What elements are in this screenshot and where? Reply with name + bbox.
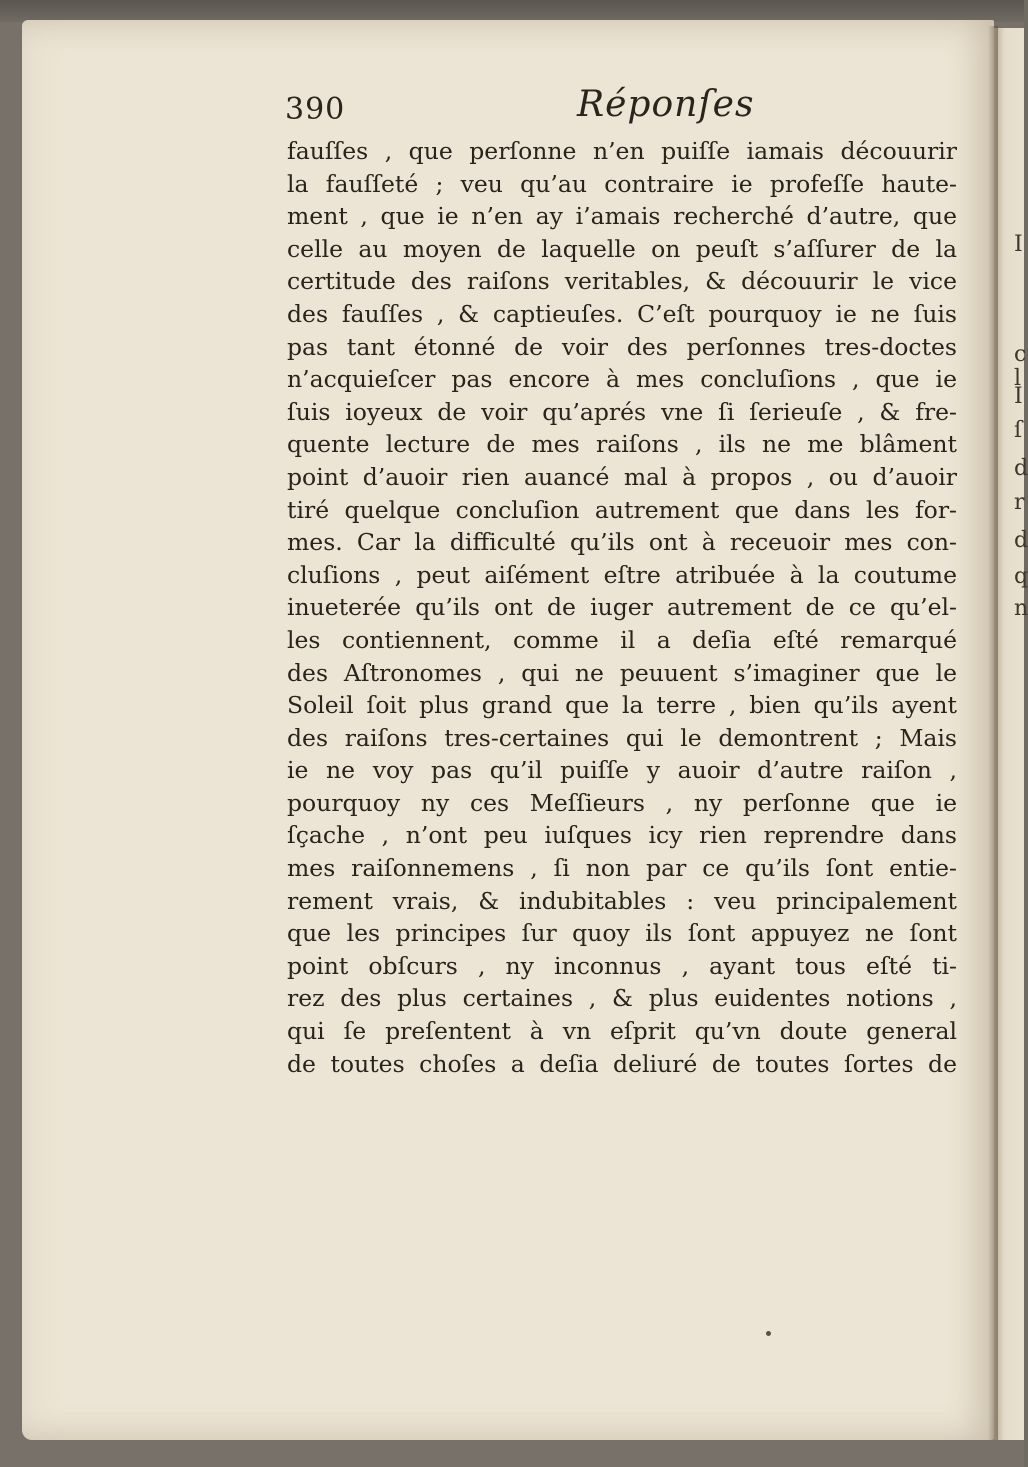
text-line: certitude des raiſons veritables, & découurir le vice <box>287 267 957 296</box>
text-line: point obſcurs , ny inconnus , ayant tous eſté ti- <box>287 951 957 980</box>
facing-page-fragment: r <box>1014 490 1025 515</box>
text-line: quente lecture de mes raiſons , ils ne me blâment <box>287 430 957 459</box>
text-line: inueterée qu’ils ont de iuger autrement de ce qu’el- <box>287 593 957 622</box>
scan-backdrop <box>0 0 1024 22</box>
text-line: n’acquieſcer pas encore à mes concluſions , que ie <box>287 365 957 394</box>
text-line: la fauſſeté ; veu qu’au contraire ie profeſſe haute- <box>287 169 957 198</box>
facing-page-fragment: l <box>1014 366 1022 391</box>
gutter-shadow <box>988 26 998 1440</box>
text-line: pourquoy ny ces Meſſieurs , ny perſonne que ie <box>287 788 957 817</box>
text-line: des raiſons tres-certaines qui le demontrent ; Mais <box>287 723 957 752</box>
text-line: mes raiſonnemens , ſi non par ce qu’ils ſont entie- <box>287 854 957 883</box>
facing-page-fragment: n <box>1014 596 1028 621</box>
facing-page-fragment: c <box>1014 342 1027 367</box>
body-text <box>287 135 957 1080</box>
text-line: rement vrais, & indubitables : veu principalement <box>287 886 957 915</box>
running-head <box>285 80 765 140</box>
text-line: point d’auoir rien auancé mal à propos , ou d’auoir <box>287 462 957 491</box>
text-line: fauſſes , que perſonne n’en puiſſe iamais découurir <box>287 137 957 165</box>
facing-page-fragment: d <box>1014 528 1028 553</box>
text-line: celle au moyen de laquelle on peuſt s’aſſurer de la <box>287 234 957 263</box>
text-line: ie ne voy pas qu’il puiſſe y auoir d’autre raiſon , <box>287 756 957 785</box>
text-line: ſçache , n’ont peu iuſques icy rien reprendre dans <box>287 821 957 850</box>
facing-page-fragment: ſ <box>1014 418 1023 443</box>
text-line: ment , que ie n’en ay i’amais recherché d’autre, que <box>287 202 957 231</box>
text-line: qui ſe preſentent à vn eſprit qu’vn doute general <box>287 1017 957 1046</box>
facing-page-fragment: d <box>1014 456 1028 481</box>
text-line: mes. Car la difficulté qu’ils ont à receuoir mes con- <box>287 528 957 557</box>
text-line: rez des plus certaines , & plus euidentes notions , <box>287 984 957 1013</box>
text-line: cluſions , peut aiſément eſtre atribuée à la coutume <box>287 560 957 589</box>
facing-page-fragment: I <box>1014 232 1023 257</box>
running-title: Réponſes <box>577 84 755 125</box>
text-line: pas tant étonné de voir des perſonnes tres-doctes <box>287 332 957 361</box>
facing-page-fragment: I <box>1014 384 1023 409</box>
text-line: ſuis ioyeux de voir qu’aprés vne ſi ſerieuſe , & fre- <box>287 397 957 426</box>
ink-speck <box>766 1331 771 1336</box>
page-number: 390 <box>285 92 346 127</box>
facing-page-fragment: q <box>1014 564 1028 589</box>
text-line: les contiennent, comme il a deſia eſté remarqué <box>287 625 957 654</box>
text-line: que les principes ſur quoy ils ſont appuyez ne ſont <box>287 919 957 948</box>
text-line: de toutes choſes a deſia deliuré de toutes ſortes de <box>287 1049 957 1078</box>
text-line: Soleil ſoit plus grand que la terre , bien qu’ils ayent <box>287 691 957 720</box>
text-line: des fauſſes , & captieuſes. C’eſt pourquoy ie ne ſuis <box>287 299 957 328</box>
text-line: tiré quelque concluſion autrement que dans les for- <box>287 495 957 524</box>
text-line: des Aſtronomes , qui ne peuuent s’imaginer que le <box>287 658 957 687</box>
